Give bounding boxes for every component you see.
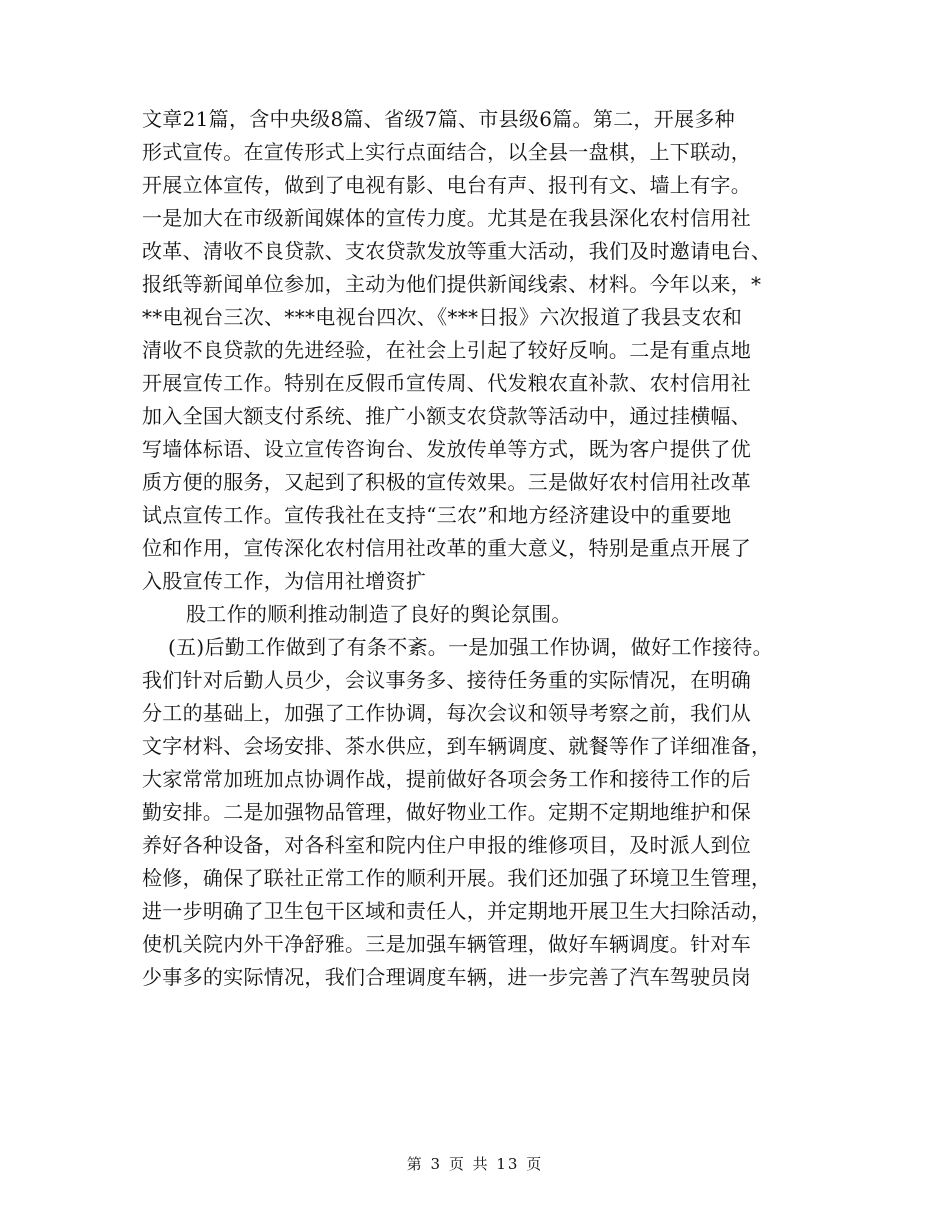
text-line: 开展宣传工作。特别在反假币宣传周、代发粮农直补款、农村信用社 — [142, 371, 751, 395]
text-line: 大家常常加班加点协调作战，提前做好各项会务工作和接待工作的后 — [142, 767, 751, 791]
text-line: 勤安排。二是加强物品管理，做好物业工作。定期不定期地维护和保 — [142, 800, 751, 824]
text-line: 入股宣传工作，为信用社增资扩 — [142, 569, 427, 593]
text-line: 报纸等新闻单位参加，主动为他们提供新闻线索、材料。今年以来，* — [142, 272, 762, 296]
text-line: 少事多的实际情况，我们合理调度车辆，进一步完善了汽车驾驶员岗 — [142, 965, 751, 989]
text-line: 使机关院内外干净舒雅。三是加强车辆管理，做好车辆调度。针对车 — [142, 932, 751, 956]
text-line: 一是加大在市级新闻媒体的宣传力度。尤其是在我县深化农村信用社 — [142, 206, 751, 230]
text-line: 加入全国大额支付系统、推广小额支农贷款等活动中，通过挂横幅、 — [142, 404, 751, 428]
text-line: 质方便的服务，又起到了积极的宣传效果。三是做好农村信用社改革 — [142, 470, 751, 494]
text-line: 清收不良贷款的先进经验，在社会上引起了较好反响。二是有重点地 — [142, 338, 751, 362]
text-line: 分工的基础上，加强了工作协调，每次会议和领导考察之前，我们从 — [142, 701, 751, 725]
text-line: 文字材料、会场安排、茶水供应，到车辆调度、就餐等作了详细准备， — [142, 734, 772, 758]
page-number-footer: 第 3 页 共 13 页 — [406, 1155, 544, 1173]
text-line: 文章21篇，含中央级8篇、省级7篇、市县级6篇。第二，开展多种 — [142, 107, 735, 131]
text-line: 进一步明确了卫生包干区域和责任人，并定期地开展卫生大扫除活动， — [142, 899, 772, 923]
text-line: 改革、清收不良贷款、支农贷款发放等重大活动，我们及时邀请电台、 — [142, 239, 772, 263]
text-line: 开展立体宣传，做到了电视有影、电台有声、报刊有文、墙上有字。 — [142, 173, 751, 197]
text-line: 我们针对后勤人员少，会议事务多、接待任务重的实际情况，在明确 — [142, 668, 751, 692]
section-heading-line: (五)后勤工作做到了有条不紊。一是加强工作协调，做好工作接待。 — [168, 635, 773, 659]
text-line-indented: 股工作的顺利推动制造了良好的舆论氛围。 — [186, 602, 572, 626]
text-line: 试点宣传工作。宣传我社在支持“三农”和地方经济建设中的重要地 — [142, 503, 732, 527]
text-line: 写墙体标语、设立宣传咨询台、发放传单等方式，既为客户提供了优 — [142, 437, 751, 461]
text-line: 检修，确保了联社正常工作的顺利开展。我们还加强了环境卫生管理， — [142, 866, 772, 890]
text-line: **电视台三次、***电视台四次、《***日报》六次报道了我县支农和 — [142, 305, 743, 329]
text-line: 位和作用，宣传深化农村信用社改革的重大意义，特别是重点开展了 — [142, 536, 751, 560]
text-line: 养好各种设备，对各科室和院内住户申报的维修项目，及时派人到位 — [142, 833, 751, 857]
text-line: 形式宣传。在宣传形式上实行点面结合，以全县一盘棋，上下联动， — [142, 140, 751, 164]
